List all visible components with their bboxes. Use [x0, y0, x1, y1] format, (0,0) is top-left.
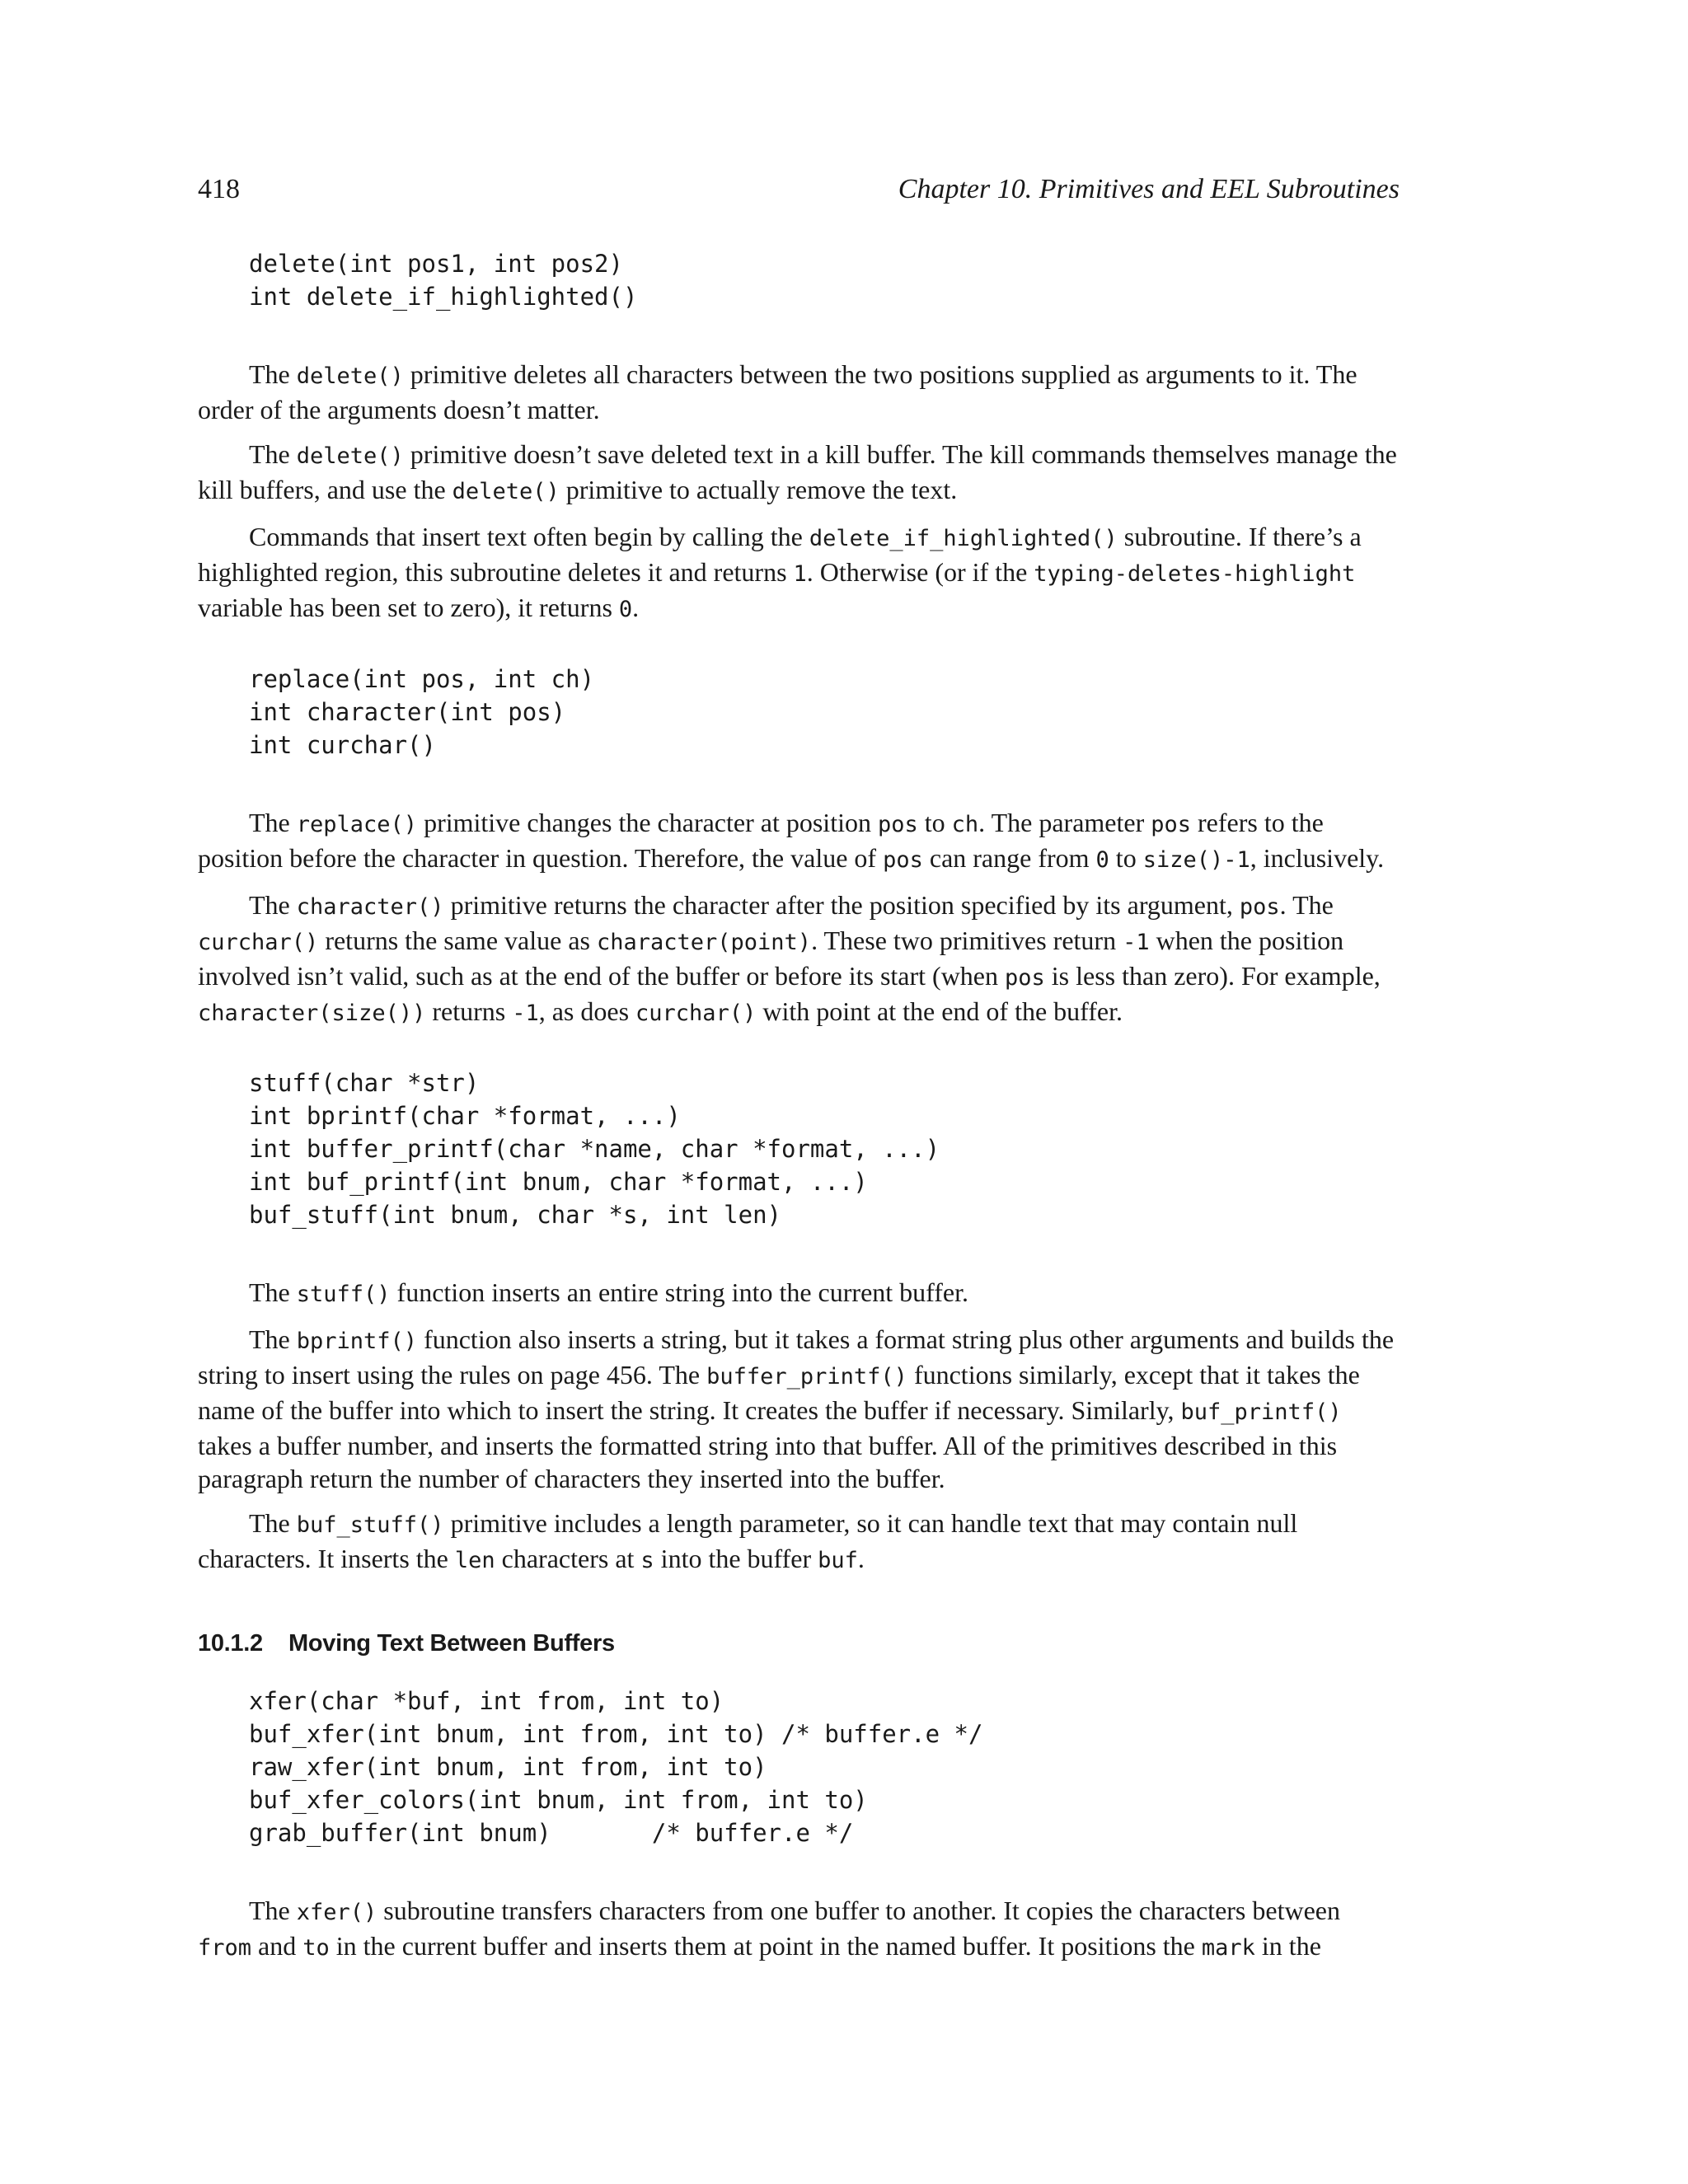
text-run: The — [249, 359, 297, 389]
inline-code: from — [198, 1935, 252, 1961]
code-line: int buffer_printf(char *name, char *format, ...) — [249, 1135, 940, 1163]
code-line: raw_xfer(int bnum, int from, int to) — [249, 1753, 767, 1781]
text-run: primitive returns the character after the position specified by its argument, — [443, 890, 1240, 920]
text-run: into the buffer — [654, 1544, 818, 1573]
vertical-space — [198, 1577, 1400, 1625]
code-line: buf_stuff(int bnum, char *s, int len) — [249, 1201, 782, 1229]
paragraph — [198, 438, 1400, 509]
inline-code: delete() — [452, 479, 560, 504]
vertical-space — [198, 762, 1400, 806]
text-run: variable has been set to zero), it returns — [198, 593, 619, 622]
inline-code: typing-deletes-highlight — [1034, 561, 1356, 587]
text-run: takes a buffer number, and inserts the formatted string into that buffer. All of the primitives described in this paragraph return the number of characters they inserted into the buffer. — [198, 1431, 1338, 1493]
vertical-space — [198, 1311, 1400, 1323]
text-run: The — [249, 1896, 297, 1925]
text-run: to — [1109, 843, 1143, 873]
text-run: The — [249, 439, 297, 469]
inline-code: xfer() — [296, 1900, 377, 1925]
text-run: . Otherwise (or if the — [806, 557, 1034, 587]
text-run: refers to the position before the character in question. Therefore, the value of — [198, 808, 1324, 873]
text-run: subroutine transfers characters from one buffer to another. It copies the characters between — [377, 1896, 1340, 1925]
text-run: The — [249, 808, 297, 837]
text-run: to — [917, 808, 952, 837]
code-line: delete(int pos1, int pos2) — [249, 250, 623, 278]
inline-code: character(point) — [596, 930, 812, 955]
inline-code: pos — [1005, 965, 1045, 991]
text-run: The — [249, 1508, 297, 1538]
page-body — [198, 247, 1400, 1965]
inline-code: bprintf() — [296, 1329, 418, 1354]
code-line: stuff(char *str) — [249, 1069, 480, 1097]
text-run: function inserts an entire string into the current buffer. — [390, 1277, 968, 1307]
inline-code: s — [640, 1548, 654, 1573]
code-line: int buf_printf(int bnum, char *format, ...) — [249, 1168, 868, 1196]
inline-code: -1 — [1123, 930, 1150, 955]
text-run: with point at the end of the buffer. — [756, 996, 1123, 1026]
code-line: replace(int pos, int ch) — [249, 665, 595, 693]
text-run: The — [249, 1277, 297, 1307]
paragraph — [198, 888, 1400, 1030]
text-run: returns — [425, 996, 513, 1026]
text-run: in the — [1254, 1931, 1321, 1961]
code-line: xfer(char *buf, int from, int to) — [249, 1687, 724, 1715]
paragraph — [198, 520, 1400, 626]
inline-code: buffer_printf() — [706, 1364, 907, 1390]
inline-code: delete() — [296, 363, 404, 389]
text-run: functions similarly, except that it takes the name of the buffer into which to insert the string. It creates the buffer if necessary. Similarly, — [198, 1360, 1360, 1425]
inline-code: stuff() — [296, 1282, 391, 1307]
text-run: primitive doesn’t save deleted text in a kill buffer. The kill commands themselves manage the kill buffers, and use the — [198, 439, 1397, 504]
text-run: primitive deletes all characters between the two positions supplied as arguments to it. The order of the arguments doesn’t matter. — [198, 359, 1357, 424]
code-line: int bprintf(char *format, ...) — [249, 1102, 681, 1130]
vertical-space — [198, 313, 1400, 358]
text-run: function also inserts a string, but it takes a format string plus other arguments and builds the string to insert using the rules on page 456. The — [198, 1324, 1395, 1390]
text-run: , as does — [538, 996, 636, 1026]
vertical-space — [198, 1030, 1400, 1066]
text-run: can range from — [922, 843, 1096, 873]
inline-code: 0 — [618, 597, 633, 622]
text-run: and — [251, 1931, 303, 1961]
vertical-space — [198, 626, 1400, 663]
inline-code: ch — [951, 812, 979, 837]
inline-code: buf — [818, 1548, 858, 1573]
text-run: . — [857, 1544, 865, 1573]
code-line: buf_xfer_colors(int bnum, int from, int to) — [249, 1786, 868, 1814]
text-run: The — [249, 1324, 297, 1354]
text-run: when the position involved isn’t valid, such as at the end of the buffer or before its start (when — [198, 926, 1344, 991]
paragraph — [198, 1894, 1400, 1965]
text-run: , inclusively. — [1250, 843, 1385, 873]
text-run: characters at — [495, 1544, 641, 1573]
inline-code: -1 — [512, 1001, 539, 1026]
code-line: int curchar() — [249, 731, 436, 759]
text-run: . These two primitives return — [811, 926, 1123, 955]
running-head: Chapter 10. Primitives and EEL Subroutines — [898, 174, 1400, 204]
paragraph — [198, 1276, 1400, 1311]
text-run: in the current buffer and inserts them at point in the named buffer. It positions the — [329, 1931, 1202, 1961]
code-line: int delete_if_highlighted() — [249, 283, 638, 311]
inline-code: len — [454, 1548, 495, 1573]
vertical-space — [198, 426, 1400, 438]
text-run: is less than zero). For example, — [1044, 961, 1381, 991]
text-run: primitive changes the character at position — [417, 808, 878, 837]
inline-code: pos — [1151, 812, 1192, 837]
section-title: Moving Text Between Buffers — [288, 1630, 615, 1657]
inline-code: character(size()) — [198, 1001, 426, 1026]
inline-code: to — [302, 1935, 330, 1961]
inline-code: character() — [296, 894, 444, 920]
vertical-space — [198, 1495, 1400, 1507]
inline-code: 1 — [793, 561, 807, 587]
inline-code: curchar() — [198, 930, 319, 955]
text-run: . — [632, 593, 640, 622]
code-line: int character(int pos) — [249, 698, 566, 726]
text-run: . The parameter — [978, 808, 1151, 837]
inline-code: pos — [1239, 894, 1280, 920]
inline-code: delete_if_highlighted() — [809, 526, 1118, 551]
text-run: primitive to actually remove the text. — [559, 475, 958, 504]
inline-code: curchar() — [635, 1001, 757, 1026]
inline-code: buf_printf() — [1180, 1399, 1342, 1425]
paragraph — [198, 1323, 1400, 1495]
vertical-space — [198, 1231, 1400, 1276]
paragraph — [198, 358, 1400, 426]
code-line: grab_buffer(int bnum) /* buffer.e */ — [249, 1819, 854, 1847]
code-block — [198, 247, 1400, 313]
inline-code: size()-1 — [1142, 847, 1250, 873]
paragraph — [198, 1507, 1400, 1577]
inline-code: 0 — [1095, 847, 1109, 873]
vertical-space — [198, 509, 1400, 520]
inline-code: delete() — [296, 443, 404, 469]
text-run: . The — [1279, 890, 1334, 920]
vertical-space — [198, 1661, 1400, 1685]
text-run: returns the same value as — [318, 926, 597, 955]
inline-code: replace() — [296, 812, 418, 837]
inline-code: buf_stuff() — [296, 1512, 444, 1538]
code-block — [198, 663, 1400, 762]
text-run: Commands that insert text often begin by calling the — [249, 522, 809, 551]
code-block — [198, 1685, 1400, 1849]
section-heading — [198, 1625, 1400, 1661]
inline-code: mark — [1201, 1935, 1255, 1961]
inline-code: pos — [877, 812, 918, 837]
vertical-space — [198, 877, 1400, 888]
text-run: primitive includes a length parameter, so it can handle text that may contain null characters. It inserts the — [198, 1508, 1298, 1573]
page-number: 418 — [198, 174, 240, 204]
section-number: 10.1.2 — [198, 1630, 263, 1657]
text-run: subroutine. If there’s a highlighted region, this subroutine deletes it and returns — [198, 522, 1362, 587]
code-line: buf_xfer(int bnum, int from, int to) /* buffer.e */ — [249, 1720, 983, 1748]
vertical-space — [198, 1849, 1400, 1894]
text-run: The — [249, 890, 297, 920]
code-block — [198, 1066, 1400, 1231]
page-header — [198, 170, 1400, 209]
inline-code: pos — [883, 847, 923, 873]
paragraph — [198, 806, 1400, 877]
